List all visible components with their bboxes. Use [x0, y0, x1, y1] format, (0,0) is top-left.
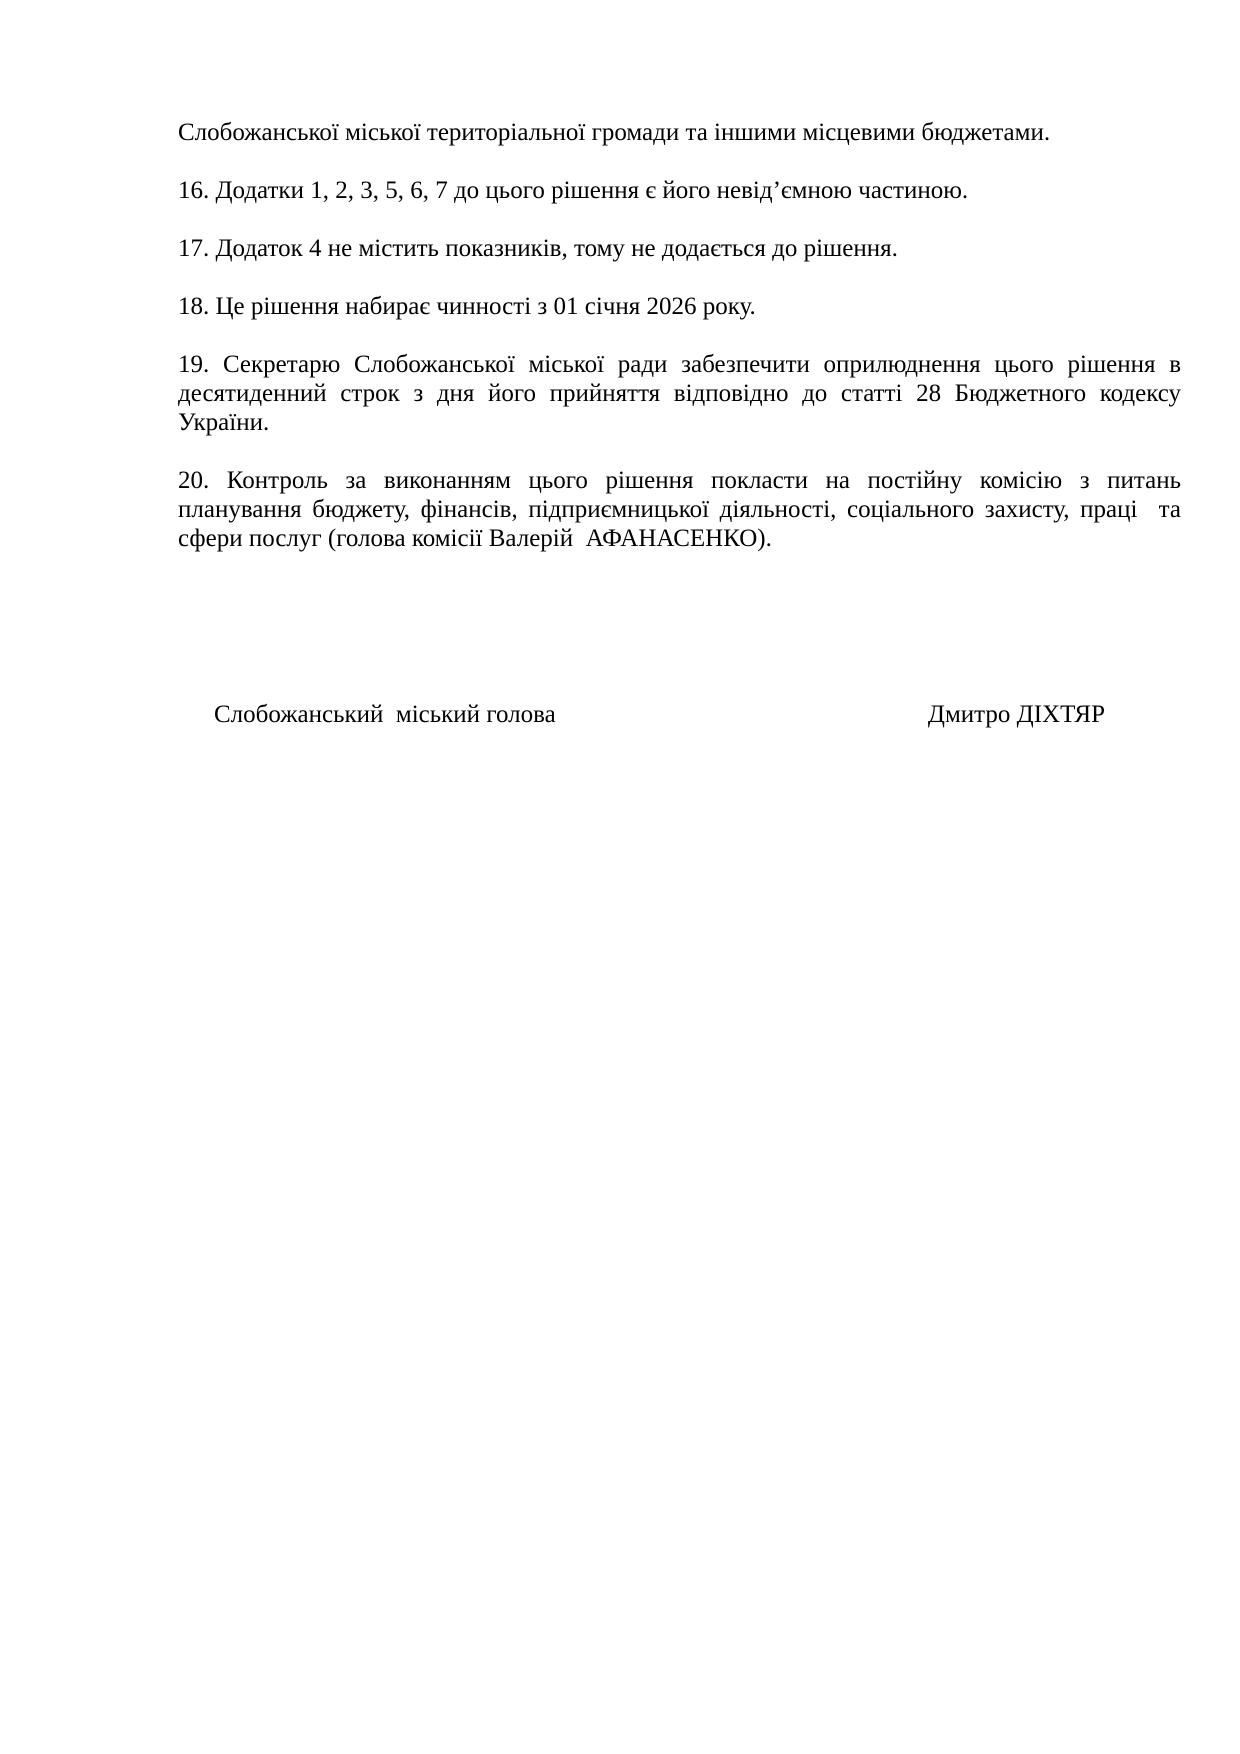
paragraph-17: 17. Додаток 4 не містить показників, тому не додається до рішення.: [178, 235, 898, 262]
paragraph-18: 18. Це рішення набирає чинності з 01 січня 2026 року.: [178, 293, 756, 320]
paragraph-20: 20. Контроль за виконанням цього рішення покласти на постійну комісію з питань планування бюджету, фінансів, підприємницької діяльності, соціального захисту, праці та сфери послуг (голова комісії Валерій АФАНАСЕНКО).: [178, 467, 1188, 552]
paragraph-continuation: Слобожанської міської територіальної громади та іншими місцевими бюджетами.: [178, 119, 1051, 146]
paragraph-19: 19. Секретарю Слобожанської міської ради забезпечити оприлюднення цього рішення в десятиденний строк з дня його прийняття відповідно до статті 28 Бюджетного кодексу України.: [178, 351, 1188, 436]
signature-row: [178, 700, 1181, 729]
signatory-title: Слобожанський міський голова: [214, 701, 556, 728]
paragraph-16: 16. Додатки 1, 2, 3, 5, 6, 7 до цього рішення є його невід’ємною частиною.: [178, 177, 969, 204]
signatory-name: Дмитро ДІХТЯР: [927, 701, 1105, 728]
